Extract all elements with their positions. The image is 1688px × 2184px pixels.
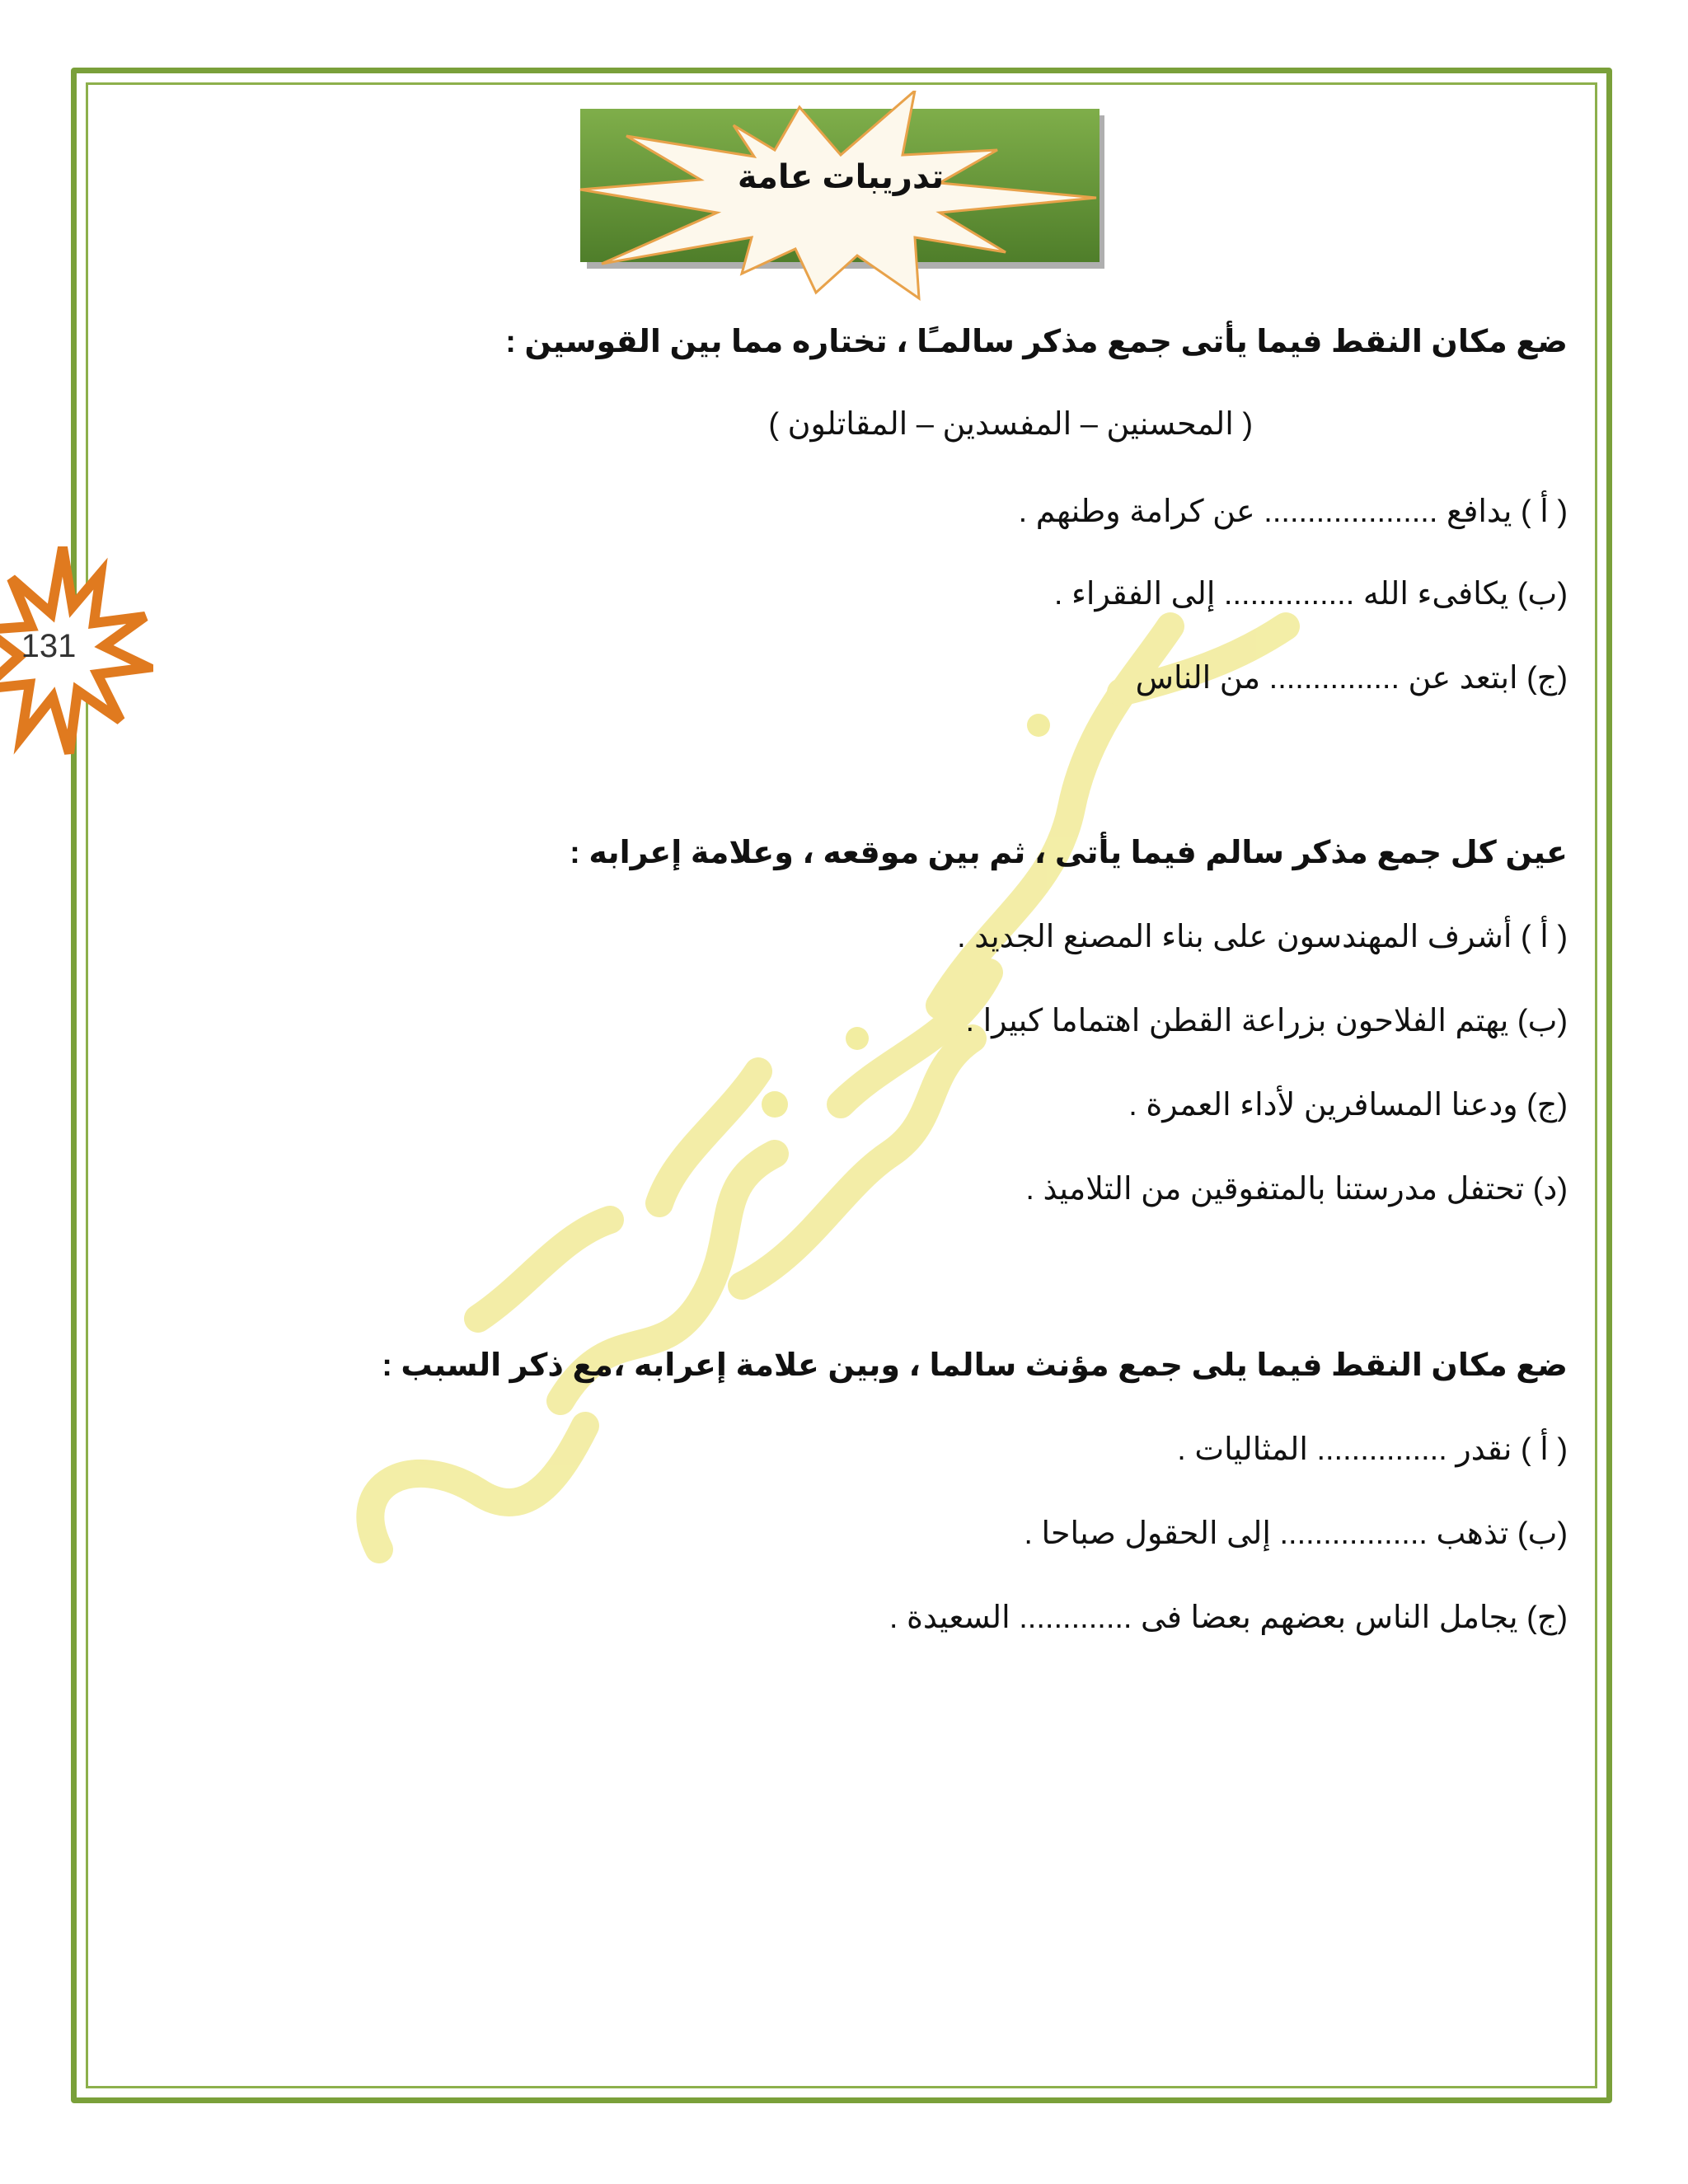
exercise-1-item-b: (ب) يكافىء الله ............... إلى الفقراء . [1053,577,1568,612]
exercise-3-heading: ضع مكان النقط فيما يلى جمع مؤنث سالما ، وبين علامة إعرابه ،مع ذكر السبب : [382,1348,1568,1383]
exercise-2-item-c: (ج) ودعنا المسافرين لأداء العمرة . [1128,1088,1568,1122]
page-number: 131 [21,628,77,664]
exercise-2-item-a: ( أ ) أشرف المهندسون على بناء المصنع الجديد . [957,920,1568,954]
exercise-3-item-c: (ج) يجامل الناس بعضهم بعضا فى ............. السعيدة . [889,1601,1568,1635]
exercise-2-item-b: (ب) يهتم الفلاحون بزراعة القطن اهتماما كبيرا . [965,1004,1568,1038]
page-number-badge [0,544,153,758]
exercise-2-heading: عين كل جمع مذكر سالم فيما يأتى ، ثم بين موقعه ، وعلامة إعرابه : [570,836,1568,870]
page-border-inner [86,82,1597,2088]
exercise-1-item-a: ( أ ) يدافع .................... عن كرامة وطنهم . [1018,494,1568,529]
title-banner [577,91,1104,305]
exercise-1-choices: ( المحسنين – المفسدين – المقاتلون ) [768,407,1253,442]
page-title: تدريبات عامة [737,159,945,195]
exercise-3-item-a: ( أ ) نقدر ............... المثاليات . [1177,1432,1568,1467]
exercise-1-heading: ضع مكان النقط فيما يأتى جمع مذكر سالمـًا ، تختاره مما بين القوسين : [505,325,1568,359]
exercise-3-item-b: (ب) تذهب ................. إلى الحقول صباحا . [1024,1516,1568,1551]
exercise-1-item-c: (ج) ابتعد عن ............... من الناس [1135,661,1568,696]
exercise-2-item-d: (د) تحتفل مدرستنا بالمتفوقين من التلاميذ . [1025,1172,1568,1207]
